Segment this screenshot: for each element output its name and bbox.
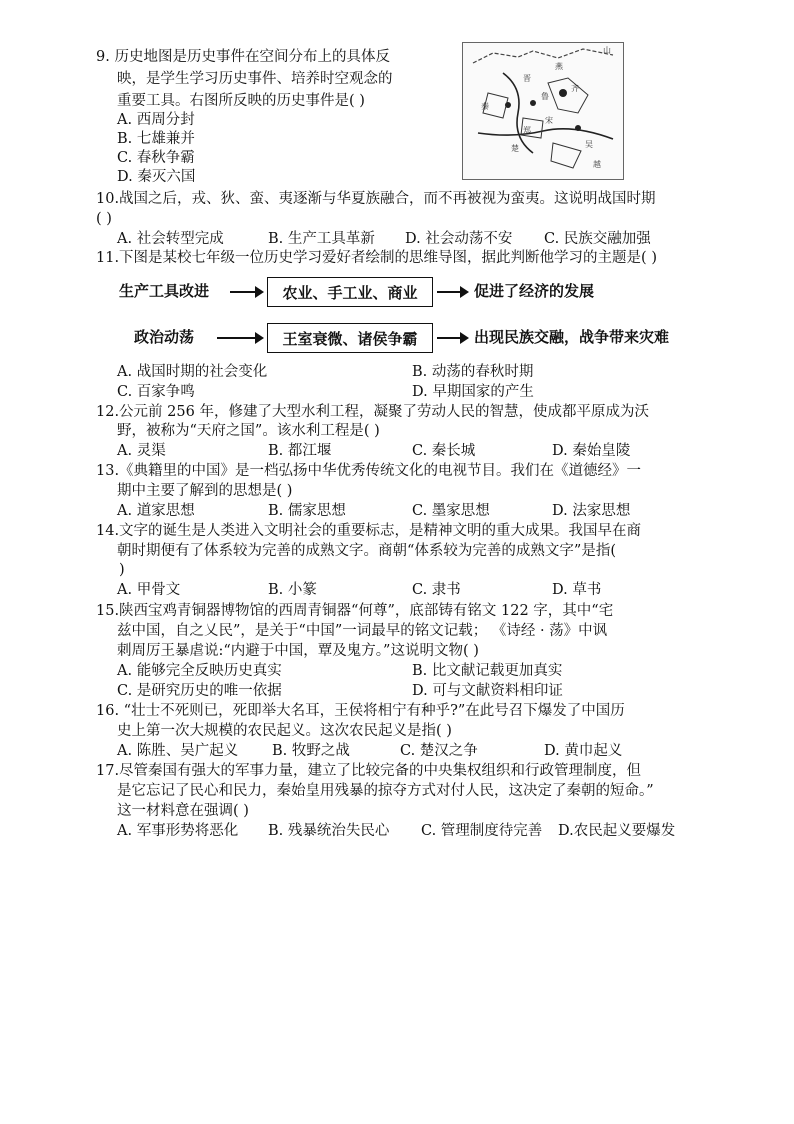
- map-label-8: 越: [593, 160, 601, 169]
- q10-stem-line-1: 10.战国之后，戎、狄、蛮、夷逐渐与华夏族融合，而不再被视为蛮夷。这说明战国时期: [96, 191, 656, 207]
- q15-stem-line-2: 兹中国，自之乂民”，是关于“中国”一词最早的铭文记载； 《诗经 · 荡》中讽: [117, 623, 608, 639]
- mindmap-row1-left: 生产工具改进: [119, 282, 210, 300]
- mindmap-row2-right: 出现民族交融，战争带来灾难: [474, 328, 670, 346]
- q17-option-c[interactable]: C. 管理制度待完善: [421, 823, 543, 839]
- map-label-11: 郑: [523, 126, 531, 135]
- q15-stem-line-1: 15.陕西宝鸡青铜器博物馆的西周青铜器“何尊”，底部铸有铭文 122 字，其中“宅: [96, 603, 614, 619]
- q17-stem-line-1: 17.尽管秦国有强大的军事力量，建立了比较完备的中央集权组织和行政管理制度，但: [96, 763, 642, 779]
- q14-stem-line-3: ): [119, 562, 125, 578]
- q17-option-d[interactable]: D.农民起义要爆发: [558, 823, 676, 839]
- map-label-3: 鲁: [541, 92, 549, 101]
- q15-option-c[interactable]: C. 是研究历史的唯一依据: [117, 683, 282, 699]
- q14-option-c[interactable]: C. 隶书: [412, 582, 461, 598]
- q14-stem-line-2: 朝时期便有了体系较为完善的成熟文字。商朝“体系较为完善的成熟文字”是指(: [117, 543, 616, 559]
- q16-option-c[interactable]: C. 楚汉之争: [400, 743, 478, 759]
- q17-stem-line-3: 这一材料意在强调( ): [117, 803, 249, 819]
- map-label-2: 齐: [571, 84, 579, 93]
- q14-stem-line-1: 14.文字的诞生是人类进入文明社会的重要标志，是精神文明的重大成果。我国早在商: [96, 523, 642, 539]
- q10-option-a[interactable]: A. 社会转型完成: [117, 231, 224, 247]
- q16-stem-line-1: 16. “壮士不死则已，死即举大名耳，王侯将相宁有种乎?”在此号召下爆发了中国历: [96, 703, 625, 719]
- q14-option-b[interactable]: B. 小篆: [268, 582, 317, 598]
- q13-stem-line-1: 13.《典籍里的中国》是一档弘扬中华优秀传统文化的电视节目。我们在《道德经》一: [96, 463, 642, 479]
- mindmap-row1-right: 促进了经济的发展: [474, 282, 595, 300]
- q16-option-b[interactable]: B. 牧野之战: [272, 743, 350, 759]
- q9-option-a[interactable]: A. 西周分封: [117, 112, 195, 128]
- q11-option-c[interactable]: C. 百家争鸣: [117, 384, 195, 400]
- mindmap-arrow-3: [217, 337, 262, 339]
- q13-option-b[interactable]: B. 儒家思想: [268, 503, 346, 519]
- map-label-10: 宋: [545, 116, 553, 125]
- q9-option-b[interactable]: B. 七雄兼并: [117, 131, 195, 147]
- q13-option-c[interactable]: C. 墨家思想: [412, 503, 490, 519]
- q9-stem-line-1: 9. 历史地图是历史事件在空间分布上的具体反: [96, 49, 390, 65]
- map-label-9: 晋: [523, 74, 531, 83]
- q13-option-a[interactable]: A. 道家思想: [117, 503, 195, 519]
- q9-option-d[interactable]: D. 秦灭六国: [117, 169, 196, 185]
- q14-option-a[interactable]: A. 甲骨文: [117, 582, 181, 598]
- q15-stem-line-3: 刺周厉王暴虐说:“内避于中国，覃及鬼方。”这说明文物( ): [117, 643, 479, 659]
- q15-option-a[interactable]: A. 能够完全反映历史真实: [117, 663, 282, 679]
- map-label-5: 秦: [481, 102, 489, 111]
- historical-map: [462, 42, 624, 180]
- mindmap-row2-box: 王室衰微、诸侯争霸: [267, 323, 433, 353]
- map-label-4: 燕: [555, 62, 563, 71]
- q12-option-d[interactable]: D. 秦始皇陵: [552, 443, 631, 459]
- q13-option-d[interactable]: D. 法家思想: [552, 503, 631, 519]
- q17-option-b[interactable]: B. 残暴统治失民心: [268, 823, 390, 839]
- q13-stem-line-2: 期中主要了解到的思想是( ): [117, 483, 293, 499]
- q10-option-c[interactable]: C. 民族交融加强: [544, 231, 651, 247]
- mindmap-arrow-4: [437, 337, 467, 339]
- q10-option-d[interactable]: D. 社会动荡不安: [405, 231, 513, 247]
- q16-option-a[interactable]: A. 陈胜、吴广起义: [117, 743, 239, 759]
- map-label-6: 楚: [511, 144, 519, 153]
- map-label-7: 吴: [585, 140, 593, 149]
- q16-stem-line-2: 史上第一次大规模的农民起义。这次农民起义是指( ): [117, 723, 452, 739]
- q10-option-b[interactable]: B. 生产工具革新: [268, 231, 375, 247]
- q12-stem-line-1: 12.公元前 256 年，修建了大型水利工程，凝聚了劳动人民的智慧，使成都平原成为沃: [96, 404, 649, 420]
- mindmap-row2-left: 政治动荡: [134, 328, 195, 346]
- q11-option-d[interactable]: D. 早期国家的产生: [412, 384, 534, 400]
- q14-option-d[interactable]: D. 草书: [552, 582, 602, 598]
- q16-option-d[interactable]: D. 黄巾起义: [544, 743, 623, 759]
- q12-option-a[interactable]: A. 灵渠: [117, 443, 166, 459]
- q10-stem-line-2: ( ): [96, 211, 112, 227]
- q11-option-b[interactable]: B. 动荡的春秋时期: [412, 364, 534, 380]
- q11-option-a[interactable]: A. 战国时期的社会变化: [117, 364, 268, 380]
- q17-option-a[interactable]: A. 军事形势将恶化: [117, 823, 239, 839]
- q11-stem-line-1: 11.下图是某校七年级一位历史学习爱好者绘制的思维导图，据此判断他学习的主题是( ): [96, 250, 657, 266]
- q9-stem-line-3: 重要工具。右图所反映的历史事件是( ): [117, 93, 365, 109]
- map-label-1: 山: [603, 46, 611, 55]
- mindmap-row1-box: 农业、手工业、商业: [267, 277, 433, 307]
- q15-option-d[interactable]: D. 可与文献资料相印证: [412, 683, 563, 699]
- q12-stem-line-2: 野，被称为“天府之国”。该水利工程是( ): [117, 423, 380, 439]
- q9-stem-line-2: 映，是学生学习历史事件、培养时空观念的: [117, 71, 393, 87]
- q17-stem-line-2: 是它忘记了民心和民力，秦始皇用残暴的掠夺方式对付人民，这决定了秦朝的短命。”: [117, 783, 654, 799]
- q12-option-c[interactable]: C. 秦长城: [412, 443, 476, 459]
- mindmap-arrow-1: [230, 291, 262, 293]
- q9-option-c[interactable]: C. 春秋争霸: [117, 150, 195, 166]
- mindmap-arrow-2: [437, 291, 467, 293]
- q15-option-b[interactable]: B. 比文献记载更加真实: [412, 663, 563, 679]
- q12-option-b[interactable]: B. 都江堰: [268, 443, 332, 459]
